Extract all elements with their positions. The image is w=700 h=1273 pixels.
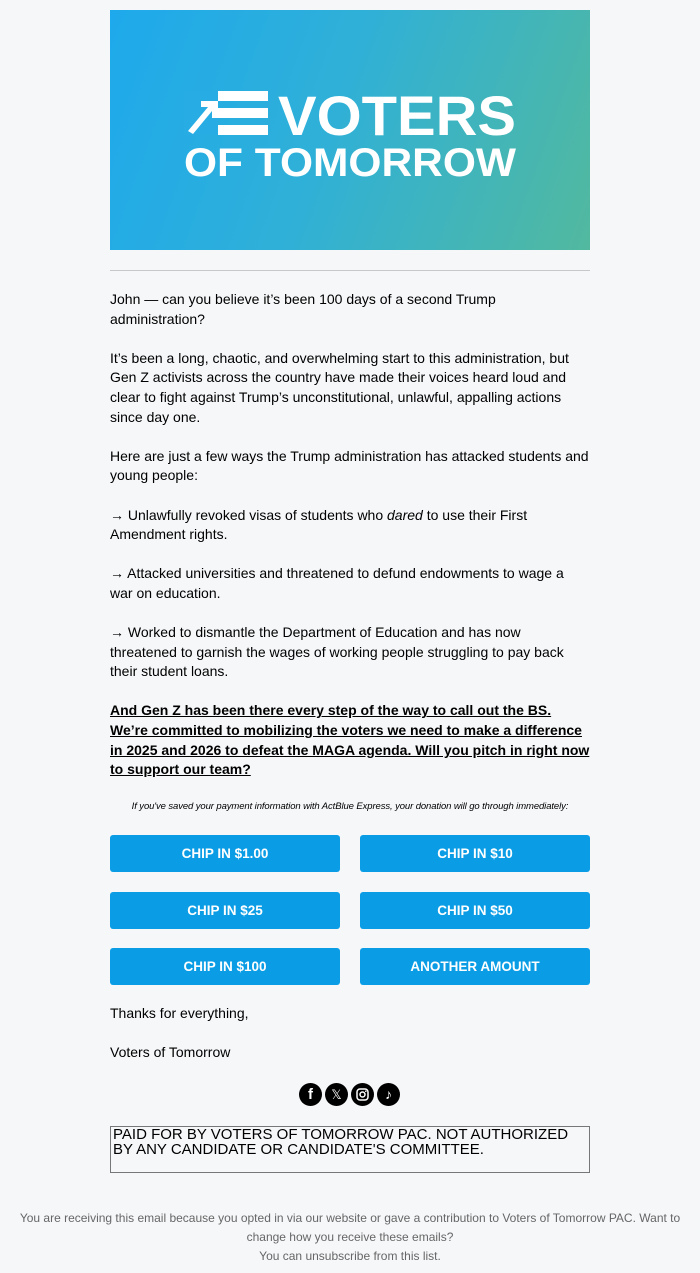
divider bbox=[110, 270, 590, 271]
chip-in-25-button[interactable]: CHIP IN $25 bbox=[110, 892, 340, 929]
unsubscribe-link[interactable]: You can unsubscribe from this list. bbox=[259, 1249, 441, 1263]
facebook-icon[interactable] bbox=[299, 1083, 322, 1106]
social-links bbox=[299, 1083, 403, 1107]
logo bbox=[110, 10, 590, 250]
x-glyph: 𝕏 bbox=[331, 1087, 342, 1102]
closing bbox=[110, 1004, 590, 1082]
bullet-universities: → Attacked universities and threatened to defund endowments to wage a war on education. bbox=[110, 565, 564, 601]
bullet-visas-text-2: to use their First Amendment rights. bbox=[110, 506, 528, 543]
chip-in-1-button[interactable]: CHIP IN $1.00 bbox=[110, 835, 340, 872]
signature: Voters of Tomorrow bbox=[110, 1044, 231, 1060]
greeting-paragraph: John — can you believe it’s been 100 days of a second Trump administration? bbox=[110, 291, 496, 327]
logo-mark-icon bbox=[184, 91, 268, 135]
email-body bbox=[110, 290, 590, 780]
chip-in-10-button[interactable]: CHIP IN $10 bbox=[360, 835, 590, 872]
logo-text-line2: OF TOMORROW bbox=[184, 141, 517, 185]
hero-banner bbox=[110, 10, 590, 250]
footer-optin-text: You are receiving this email because you opted in via our website or gave a contribution to Voters of Tomorrow PAC. Want to change how you receive these emails? bbox=[19, 1211, 681, 1244]
tiktok-icon[interactable] bbox=[377, 1083, 400, 1106]
footer bbox=[10, 1209, 690, 1266]
chip-in-100-button[interactable]: CHIP IN $100 bbox=[110, 948, 340, 985]
bullet-education-dept: → Worked to dismantle the Department of Education and has now threatened to garnish the wages of working people struggling to pay back their student loans. bbox=[110, 624, 564, 680]
cta-link[interactable]: And Gen Z has been there every step of the way to call out the BS. We’re committed to mobilizing the voters we need to make a difference in 2025 and 2026 to defeat the MAGA agenda. Will you pitch in right now to support our team? bbox=[110, 702, 590, 778]
facebook-glyph: f bbox=[308, 1086, 313, 1103]
paid-for-disclaimer: PAID FOR BY VOTERS OF TOMORROW PAC. NOT AUTHORIZED BY ANY CANDIDATE OR CANDIDATE'S COMMITTEE. bbox=[110, 1126, 590, 1173]
x-icon[interactable] bbox=[325, 1083, 348, 1106]
chip-in-50-button[interactable]: CHIP IN $50 bbox=[360, 892, 590, 929]
thanks-line: Thanks for everything, bbox=[110, 1005, 249, 1021]
instagram-icon[interactable] bbox=[351, 1083, 374, 1106]
list-intro-paragraph: Here are just a few ways the Trump administration has attacked students and young people: bbox=[110, 447, 589, 484]
bullet-visas-text-1: → Unlawfully revoked visas of students who bbox=[110, 506, 388, 523]
tiktok-glyph: ♪ bbox=[385, 1086, 392, 1102]
actblue-note: If you've saved your payment information with ActBlue Express, your donation will go through immediately: bbox=[131, 801, 569, 812]
instagram-glyph bbox=[356, 1088, 369, 1101]
bullet-visas-emphasis: dared bbox=[387, 506, 423, 523]
another-amount-button[interactable]: ANOTHER AMOUNT bbox=[360, 948, 590, 985]
intro-paragraph: It’s been a long, chaotic, and overwhelming start to this administration, but Gen Z activists across the country have made their voices heard loud and clear to fight against Trump’s unconstitutional, unlawful, appalling actions since day one. bbox=[110, 349, 569, 425]
bullet-visas bbox=[110, 506, 590, 545]
logo-text-line1: VOTERS bbox=[278, 84, 516, 147]
